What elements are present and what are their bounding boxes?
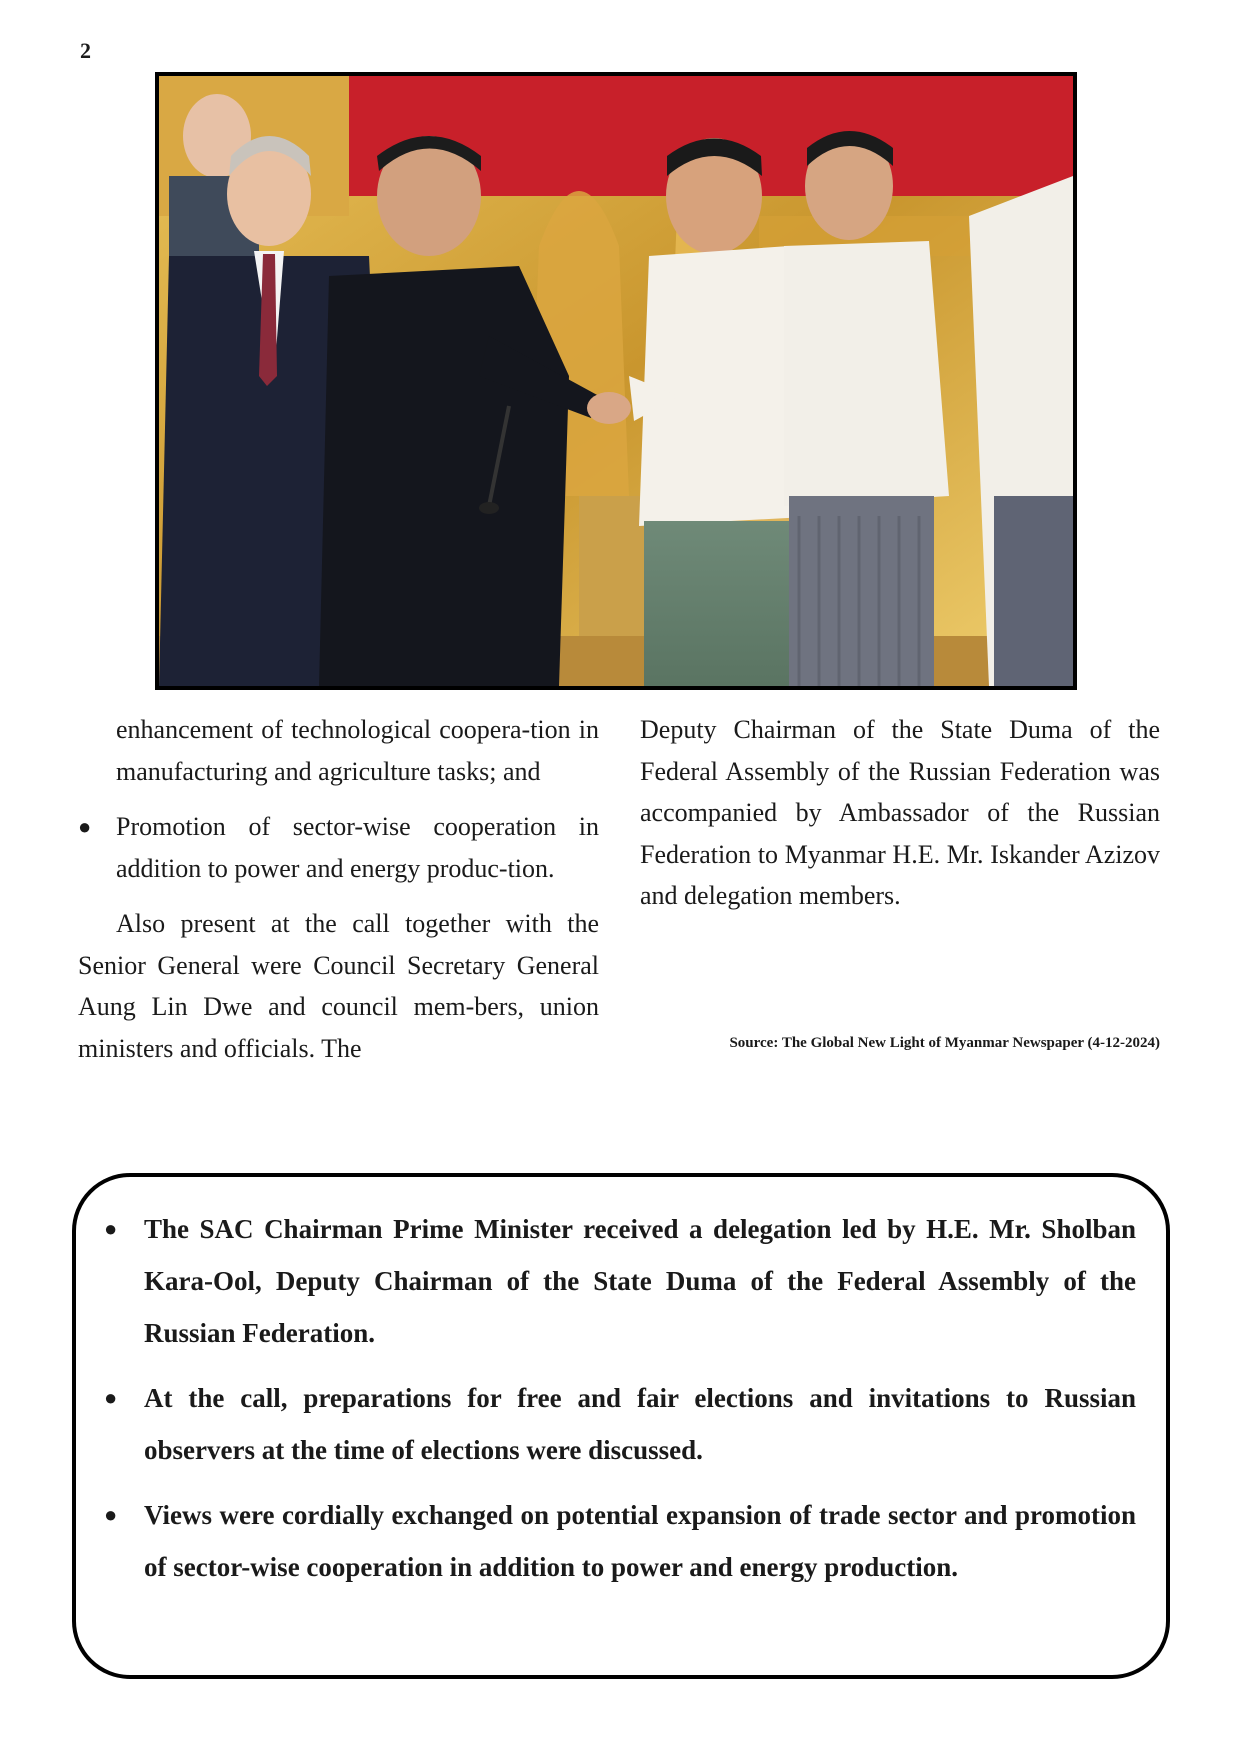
summary-item [104,1489,1136,1593]
left-column [78,709,599,1069]
bullet-icon: ● [78,814,92,839]
summary-item [104,1203,1136,1359]
body-paragraph: Deputy Chairman of the State Duma of the Federal Assembly of the Russian Federation was accompanied by Ambassador of the Russian Federation to Myanmar H.E. Mr. Iskander Azizov and delegation members. [640,715,1160,910]
bullet-icon: ● [104,1385,118,1410]
bullet-icon: ● [104,1216,118,1241]
summary-item-text: The SAC Chairman Prime Minister received a delegation led by H.E. Mr. Sholban Kara-Ool, Deputy Chairman of the State Duma of the Federal Assembly of the Russian Federation. [144,1214,1136,1348]
news-photo [155,72,1077,690]
summary-box [72,1173,1170,1679]
list-item-text: Promotion of sector-wise cooperation in addition to power and energy produc-tion. [116,812,599,883]
photo-handshake-image [159,76,1073,686]
summary-item-text: Views were cordially exchanged on potential expansion of trade sector and promotion of sector-wise cooperation in addition to power and energy production. [144,1500,1136,1582]
bullet-icon: ● [104,1502,118,1527]
summary-list [104,1203,1136,1593]
body-paragraph: Also present at the call together with the Senior General were Council Secretary General Aung Lin Dwe and council mem-bers, union ministers and officials. The [78,909,599,1063]
right-column [640,709,1160,917]
summary-item [104,1372,1136,1476]
list-item [78,806,599,889]
page-number: 2 [80,38,91,63]
source-citation: Source: The Global New Light of Myanmar Newspaper (4-12-2024) [729,1035,1160,1051]
summary-item-text: At the call, preparations for free and fair elections and invitations to Russian observers at the time of elections were discussed. [144,1383,1136,1465]
continued-list-item: enhancement of technological coopera-tion in manufacturing and agriculture tasks; and [116,715,599,786]
